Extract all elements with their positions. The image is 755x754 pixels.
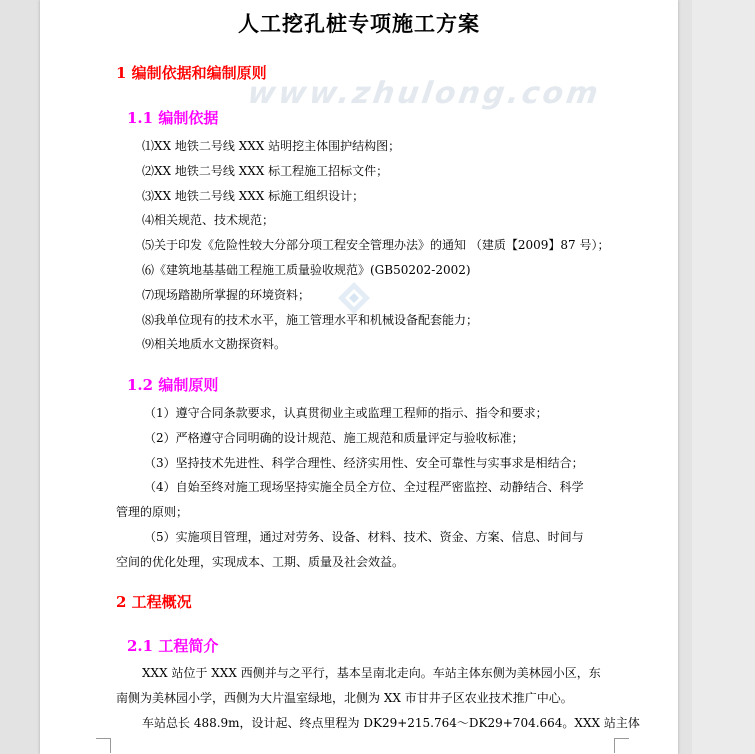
page-margin-mark-right [614,738,629,753]
page-margin-mark-left [96,738,111,753]
principle-line-7: 空间的优化处理，实现成本、工期、质量及社会效益。 [116,555,405,569]
principle-line-5: 管理的原则； [116,505,189,519]
overview-line-1: XXX 站位于 XXX 西侧并与之平行，基本呈南北走向。车站主体东侧为美林园小区，东 [142,666,601,680]
heading-2-1: 2.1 工程简介 [127,637,219,655]
viewer-background [692,0,755,754]
basis-item-2: ⑵XX 地铁二号线 XXX 标工程施工招标文件； [142,164,389,178]
principle-line-6: （5）实施项目管理，通过对劳务、设备、材料、技术、资金、方案、信息、时间与 [144,530,584,544]
principle-line-3: （3）坚持技术先进性、科学合理性、经济实用性、安全可靠性与实事求是相结合； [144,456,584,470]
watermark-text: www.zhulong.com [245,76,604,111]
principle-line-4: （4）自始至终对施工现场坚持实施全员全方位、全过程严密监控、动静结合、科学 [144,480,584,494]
basis-item-8: ⑻我单位现有的技术水平，施工管理水平和机械设备配套能力； [142,313,479,327]
overview-line-3: 车站总长 488.9m，设计起、终点里程为 DK29+215.764～DK29+704.664。XXX 站主体 [142,716,640,730]
heading-1-2: 1.2 编制原则 [127,376,219,394]
basis-item-3: ⑶XX 地铁二号线 XXX 标施工组织设计； [142,189,365,203]
basis-item-5: ⑸关于印发《危险性较大分部分项工程安全管理办法》的通知 （建质【2009】87 号）； [142,238,610,252]
principle-line-1: （1）遵守合同条款要求，认真贯彻业主或监理工程师的指示、指令和要求； [144,406,548,420]
principle-line-2: （2）严格遵守合同明确的设计规范、施工规范和质量评定与验收标准； [144,431,524,445]
document-title: 人工挖孔桩专项施工方案 [238,11,480,36]
basis-item-4: ⑷相关规范、技术规范； [142,213,275,227]
heading-1: 1 编制依据和编制原则 [116,64,267,82]
heading-2: 2 工程概况 [116,593,192,611]
overview-line-2: 南侧为美林园小学，西侧为大片温室绿地，北侧为 XX 市甘井子区农业技术推广中心。 [116,691,573,705]
basis-item-1: ⑴XX 地铁二号线 XXX 站明挖主体围护结构图； [142,139,401,153]
basis-item-9: ⑼相关地质水文勘探资料。 [142,337,287,351]
document-page [40,0,678,754]
basis-item-6: ⑹《建筑地基基础工程施工质量验收规范》(GB50202-2002) [142,263,471,277]
heading-1-1: 1.1 编制依据 [127,109,219,127]
basis-item-7: ⑺现场踏勘所掌握的环境资料； [142,288,311,302]
